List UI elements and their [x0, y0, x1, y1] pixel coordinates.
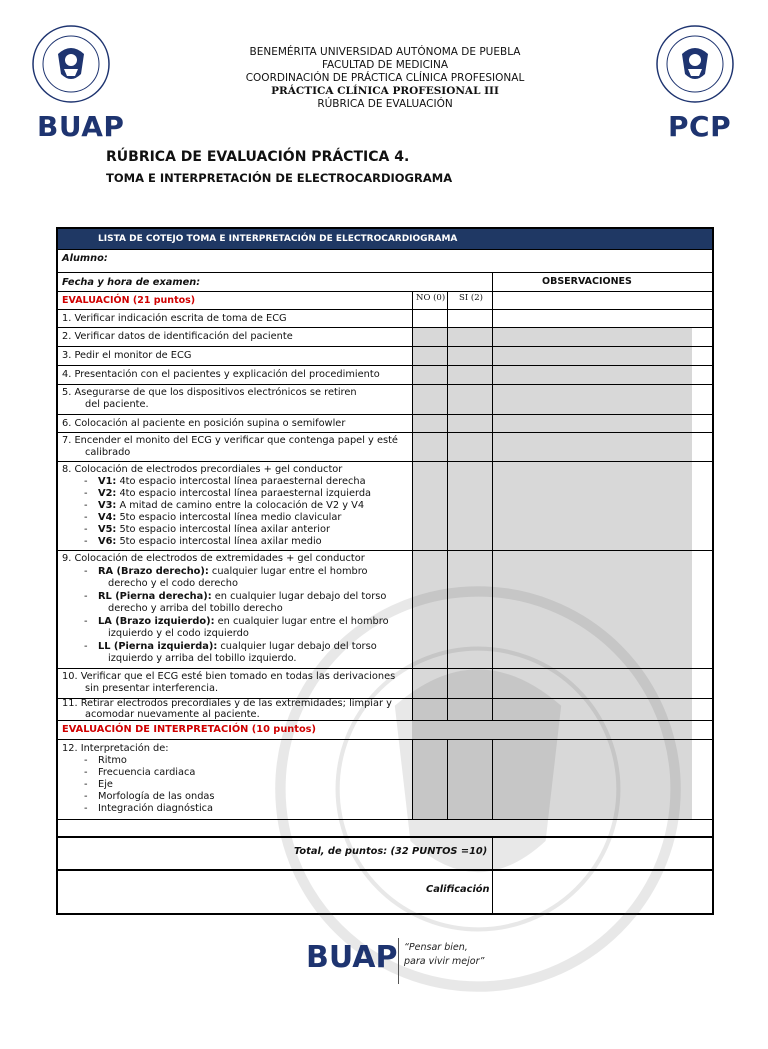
- col-no-header: NO (0): [416, 293, 446, 303]
- precordial-v4: - V4: 5to espacio intercostal línea medio clavicular: [84, 512, 342, 523]
- limb-ll: - LL (Pierna izquierda): cualquier lugar debajo del torso: [84, 641, 377, 652]
- page-title: RÚBRICA DE EVALUACIÓN PRÁCTICA 4.: [106, 149, 410, 165]
- limb-ra: - RA (Brazo derecho): cualquier lugar entre el hombro: [84, 566, 368, 577]
- interp-diagnosis: - Integración diagnóstica: [84, 803, 214, 814]
- limb-rl-cont: derecho y arriba del tobillo derecho: [108, 603, 283, 614]
- item-5-cont: del paciente.: [85, 399, 149, 410]
- table-banner-text: LISTA DE COTEJO TOMA E INTERPRETACIÓN DE ELECTROCARDIOGRAMA: [98, 234, 458, 244]
- item-5: 5. Asegurarse de que los dispositivos electrónicos se retiren: [62, 387, 357, 398]
- limb-ll-cont: izquierdo y arriba del tobillo izquierdo.: [108, 653, 297, 664]
- item-4: 4. Presentación con el pacientes y explicación del procedimiento: [62, 369, 380, 380]
- interpretation-header: EVALUACIÓN DE INTERPRETACIÓN (10 puntos): [62, 724, 316, 735]
- item-1: 1. Verificar indicación escrita de toma de ECG: [62, 313, 287, 324]
- total-points-label: Total, de puntos: (32 PUNTOS =10): [294, 846, 488, 857]
- col-si-header: SI (2): [459, 293, 483, 303]
- footer-buap-logo: BUAP: [306, 940, 398, 975]
- item-7-cont: calibrado: [85, 447, 131, 458]
- item-9: 9. Colocación de electrodos de extremidades + gel conductor: [62, 553, 365, 564]
- footer-motto-line2: para vivir mejor”: [404, 956, 485, 967]
- item-6: 6. Colocación al paciente en posición supina o semifowler: [62, 418, 346, 429]
- item-8: 8. Colocación de electrodos precordiales + gel conductor: [62, 464, 343, 475]
- checklist-table: [56, 227, 714, 915]
- interp-morphology: - Morfología de las ondas: [84, 791, 215, 802]
- item-10-cont: sin presentar interferencia.: [85, 683, 219, 694]
- limb-la: - LA (Brazo izquierdo): en cualquier lugar entre el hombro: [84, 616, 389, 627]
- grade-label: Calificación: [426, 884, 490, 895]
- institution-header: [200, 46, 570, 111]
- precordial-v1: - V1: 4to espacio intercostal línea paraesternal derecha: [84, 476, 366, 487]
- header-line-faculty: FACULTAD DE MEDICINA: [321, 59, 449, 71]
- exam-date-label: Fecha y hora de examen:: [62, 277, 201, 288]
- footer-divider: [398, 938, 399, 984]
- limb-la-cont: izquierdo y el codo izquierdo: [108, 628, 249, 639]
- header-line-coordination: COORDINACIÓN DE PRÁCTICA CLÍNICA PROFESIONAL: [245, 72, 525, 84]
- item-2: 2. Verificar datos de identificación del paciente: [62, 331, 293, 342]
- footer-motto: [404, 941, 484, 969]
- university-seal-right: [655, 24, 735, 104]
- interp-axis: - Eje: [84, 779, 113, 790]
- footer-motto-line1: “Pensar bien,: [404, 942, 468, 953]
- evaluation-header: EVALUACIÓN (21 puntos): [62, 295, 196, 306]
- header-line-rubric: RÚBRICA DE EVALUACIÓN: [317, 98, 453, 110]
- item-12: 12. Interpretación de:: [62, 743, 169, 754]
- item-10: 10. Verificar que el ECG esté bien tomado en todas las derivaciones: [62, 671, 396, 682]
- interp-rate: - Frecuencia cardiaca: [84, 767, 196, 778]
- precordial-v6: - V6: 5to espacio intercostal línea axilar medio: [84, 536, 322, 547]
- interp-rhythm: - Ritmo: [84, 755, 127, 766]
- precordial-v2: - V2: 4to espacio intercostal línea paraesternal izquierda: [84, 488, 372, 499]
- table-banner: [58, 229, 712, 249]
- item-3: 3. Pedir el monitor de ECG: [62, 350, 192, 361]
- pcp-logo: PCP: [668, 110, 732, 143]
- header-line-course: PRÁCTICA CLÍNICA PROFESIONAL III: [271, 85, 499, 97]
- page-subtitle: TOMA E INTERPRETACIÓN DE ELECTROCARDIOGRAMA: [106, 171, 453, 185]
- precordial-v3: - V3: A mitad de camino entre la colocación de V2 y V4: [84, 500, 365, 511]
- observations-header: OBSERVACIONES: [542, 276, 632, 287]
- university-seal-left: [31, 24, 111, 104]
- item-11: 11. Retirar electrodos precordiales y de las extremidades; limpiar y: [62, 698, 392, 709]
- item-11-cont: acomodar nuevamente al paciente.: [85, 709, 260, 720]
- item-7: 7. Encender el monito del ECG y verificar que contenga papel y esté: [62, 435, 398, 446]
- header-line-university: BENEMÉRITA UNIVERSIDAD AUTÓNOMA DE PUEBLA: [249, 46, 521, 58]
- limb-rl: - RL (Pierna derecha): en cualquier lugar debajo del torso: [84, 591, 387, 602]
- buap-logo: BUAP: [37, 110, 125, 143]
- precordial-v5: - V5: 5to espacio intercostal línea axilar anterior: [84, 524, 331, 535]
- limb-ra-cont: derecho y el codo derecho: [108, 578, 238, 589]
- student-label: Alumno:: [62, 253, 108, 264]
